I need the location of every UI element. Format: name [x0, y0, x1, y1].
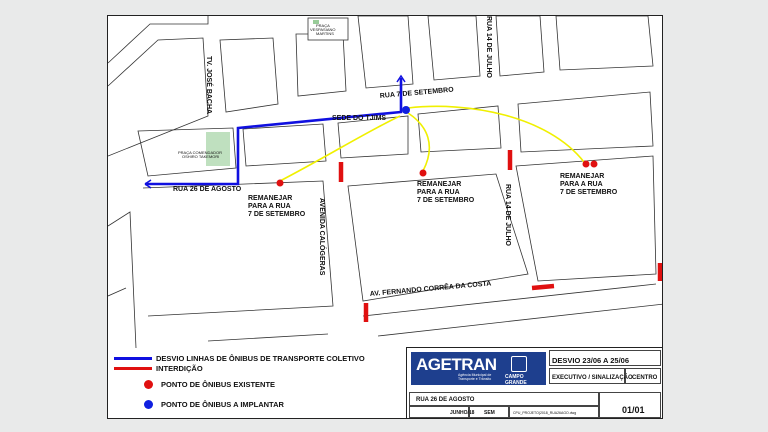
legend-row-interdicao — [114, 364, 203, 373]
legend-row-existente — [114, 380, 275, 389]
label-avenida-calogeras: AVENIDA CALÓGERAS — [318, 198, 325, 276]
existing-stop — [420, 170, 427, 177]
legend-implantar-label: PONTO DE ÔNIBUS A IMPLANTAR — [161, 400, 284, 409]
region-value: CENTRO — [632, 375, 658, 381]
existing-stop — [277, 180, 284, 187]
scale-cell — [469, 406, 509, 418]
scale-value: SEM — [484, 410, 495, 416]
label-av-fernando: AV. FERNANDO CORRÊA DA COSTA — [369, 280, 492, 298]
legend-desvio-label: DESVIO LINHAS DE ÔNIBUS DE TRANSPORTE COLETIVO — [156, 354, 365, 363]
agetran-logo — [411, 352, 546, 385]
location-value: RUA 26 DE AGOSTO — [416, 397, 475, 403]
file-cell — [509, 406, 599, 418]
label-rua-14-julho: RUA 14 DE JULHO — [504, 184, 511, 246]
existing-stop-icon — [144, 380, 153, 389]
legend — [108, 348, 406, 418]
label-praca-comendador: PRAÇA COMENDADOR OSHIRO TAKEMORI — [178, 150, 223, 159]
file-value: CPU_PROJETO(2018_RUA26AGO.dwg — [513, 410, 577, 415]
logo-city: CAMPO GRANDE — [505, 374, 527, 386]
legend-row-implantar — [114, 400, 284, 409]
label-rua-14-julho-top: RUA 14 DE JULHO — [485, 16, 492, 78]
logo-name: AGETRAN — [416, 355, 497, 374]
existing-stop — [591, 161, 598, 168]
city-seal-icon — [511, 356, 527, 372]
map-sheet — [107, 15, 663, 419]
callout-remanejar-2: REMANEJAR PARA A RUA 7 DE SETEMBRO — [417, 181, 475, 204]
date-value: JUNHO/18 — [450, 410, 475, 416]
sector-value: EXECUTIVO / SINALIZAÇÃO — [552, 375, 633, 381]
date-cell — [409, 406, 475, 418]
label-tv-jose-bacha: TV. JOSÉ BACHA — [205, 56, 212, 115]
callout-lines — [280, 106, 584, 181]
sheet-cell — [599, 392, 661, 418]
green-area — [206, 132, 230, 166]
logo-subtitle: Agência Municipal de Transporte e Trânsito — [458, 373, 492, 381]
label-sede-tj: SEDE DO TJ/MS — [332, 115, 387, 122]
title-cell — [549, 350, 661, 366]
sheet-value: 01/01 — [622, 405, 645, 415]
new-stop — [402, 106, 410, 114]
label-rua-26-agosto: RUA 26 DE AGOSTO — [173, 186, 242, 193]
legend-existente-label: PONTO DE ÔNIBUS EXISTENTE — [161, 380, 276, 389]
desvio-swatch — [114, 357, 152, 360]
drawing-title: DESVIO 23/06 A 25/06 — [552, 356, 629, 365]
legend-interdicao-label: INTERDIÇÃO — [156, 364, 203, 373]
label-praca-vespasiano: PRAÇA VESPASIANO MARTINS — [310, 23, 336, 36]
callout-remanejar-3: REMANEJAR PARA A RUA 7 DE SETEMBRO — [560, 173, 618, 196]
label-rua-7-setembro: RUA 7 DE SETEMBRO — [379, 86, 454, 100]
region-cell — [625, 368, 661, 384]
legend-row-desvio — [114, 354, 365, 363]
location-cell — [409, 392, 599, 406]
callout-remanejar-1: REMANEJAR PARA A RUA 7 DE SETEMBRO — [248, 195, 306, 218]
sector-cell — [549, 368, 633, 384]
interdicao-swatch — [114, 367, 152, 370]
title-block — [406, 347, 663, 419]
street-map — [108, 16, 663, 348]
new-stop-icon — [144, 400, 153, 409]
existing-stop — [583, 161, 590, 168]
bus-detour-route — [145, 78, 401, 184]
